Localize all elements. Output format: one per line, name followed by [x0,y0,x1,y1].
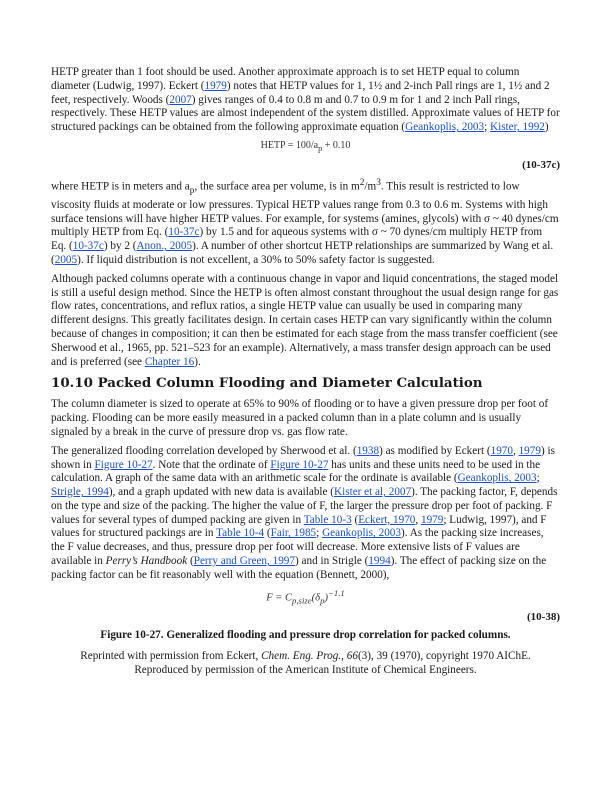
chapter-link[interactable]: Chapter 16 [144,355,195,368]
citation-link[interactable]: 2005 [54,253,78,266]
citation-link[interactable]: 1979 [420,513,444,526]
page-body [51,66,560,677]
equation-link[interactable]: 10-37c [72,240,104,253]
table-link[interactable]: Table 10-3 [303,513,352,526]
citation-link[interactable]: 1970 [490,444,513,457]
figure-caption: Figure 10-27. Generalized flooding and pressure drop correlation for packed columns. [100,629,511,642]
figure-link[interactable]: Figure 10-27 [270,458,329,471]
citation-link[interactable]: Perry and Green, 1997 [193,555,295,568]
paragraph-hetp-units: where HETP is in meters and $a_p$, the surface area per volume, is in $m^2/m^3$. This result is restricted to low viscosity fluids at moderate or low pressures. Typical HETP values range from 0.3 to 0.6 m. Systems with high surface tensions will have higher HETP values. For example, for systems (amines, glycols) with σ ~ 40 dynes/cm multiply HETP from Eq. (10-37c) by 1.5 and for aqueous systems with σ ~ 70 dynes/cm multiply HETP from Eq. (10-37c) by 2 (Anon., 2005). A number of other shortcut HETP relationships are summarized by Wang et al. (2005). If liquid distribution is not excellent, a 30% to 50% safety factor is suggested. [51,177,559,266]
section-heading: 10.10 Packed Column Flooding and Diameter Calculation [51,375,483,392]
paragraph-flooding-correlation: The generalized flooding correlation developed by Sherwood et al. (1938) as modified by Eckert (1970, 1979) is shown in Figure 10-27. Note that the ordinate of Figure 10-27 has units and these units need to be used in the calculation. A graph of the same data with an arithmetic scale for the ordinate is available (Geankoplis, 2003; Strigle, 1994), and a graph updated with new data is available (Kister et al, 2007). The packing factor, F, depends on the type and size of the packing. The higher the value of F, the larger the pressure drop per foot of packing. F values for several types of dumped packing are given in Table 10-3 (Eckert, 1970, 1979; Ludwig, 1997), and F values for structured packings are in Table 10-4 (Fair, 1985; Geankoplis, 2003). As the packing size increases, the F value decreases, and thus, pressure drop per foot will decrease. More extensive lists of F values are available in Perry’s Handbook (Perry and Green, 1997) and in Strigle (1994). The effect of packing size on the packing factor can be fit reasonably well with the equation (Bennett, 2000), [51,444,558,581]
paragraph-hetp-intro: HETP greater than 1 foot should be used. Another approximate approach is to set HETP equal to column diameter (Ludwig, 1997). Eckert (1979) notes that HETP values for 1, 1½ and 2-inch Pall rings are 1, 1½ and 2 feet, respectively. Woods (2007) gives ranges of 0.4 to 0.8 m and 0.7 to 0.9 m for 1 and 2 inch Pall rings, respectively. These HETP values are almost independent of the system distilled. Approximate values of HETP for structured packings can be obtained from the following approximate equation (Geankoplis, 2003; Kister, 1992) [51,66,560,134]
citation-link[interactable]: 2007 [169,93,192,106]
citation-link[interactable]: Geankoplis, 2003 [457,472,537,485]
equation-number: (10-37c) [522,158,560,171]
equation-10-38: $F = C_{p,size}(\delta_p)^{-1.1}$ [266,587,345,606]
citation-link[interactable]: Strigle, 1994 [51,486,109,499]
equation-number: (10-38) [527,611,560,624]
equation-10-37c: HETP = $100/a_p + 0.10$ [260,139,351,153]
paragraph-column-diameter: The column diameter is sized to operate at 65% to 90% of flooding or to have a given pressure drop per foot of packing. Flooding can be more easily measured in a packed column than in a plate column and is usually signaled by a break in the curve of pressure drop vs. gas flow rate. [51,398,549,438]
citation-link[interactable]: 1979 [518,444,541,457]
table-link[interactable]: Table 10-4 [216,527,265,540]
citation-link[interactable]: Kister, 1992 [490,121,545,134]
citation-link[interactable]: Fair, 1985 [270,527,317,540]
paragraph-staged-model: Although packed columns operate with a continuous change in vapor and liquid concentrations, the staged model is still a useful design method. Since the HETP is often almost constant throughout the usual design range for gas flow rates, concentrations, and reflux ratios, a single HETP value can usually be used in comparing many different designs. This greatly facilitates design. In certain cases HETP can vary significantly within the column because of changes in composition; it can then be estimated for each stage from the mass transfer coefficient (see Sherwood et al., 1965, pp. 521–523 for an example). Alternatively, a mass transfer design approach can be used and is preferred (see Chapter 16). [51,272,559,368]
citation-link[interactable]: Kister et al, 2007 [334,486,412,499]
citation-link[interactable]: Eckert, 1970 [358,513,416,526]
figure-link[interactable]: Figure 10-27 [94,458,153,471]
citation-link[interactable]: Geankoplis, 2003 [405,121,485,134]
citation-link[interactable]: 1994 [368,555,391,568]
figure-credit: Reprinted with permission from Eckert, Chem. Eng. Prog., 66(3), 39 (1970), copyright 1970 AIChE. Reproduced by permission of the American Institute of Chemical Engineers. [80,650,531,677]
citation-link[interactable]: 1938 [356,444,380,457]
citation-link[interactable]: 1979 [204,79,227,92]
equation-link[interactable]: 10-37c [168,226,200,239]
citation-link[interactable]: Geankoplis, 2003 [322,527,401,540]
citation-link[interactable]: Anon., 2005 [136,240,193,253]
